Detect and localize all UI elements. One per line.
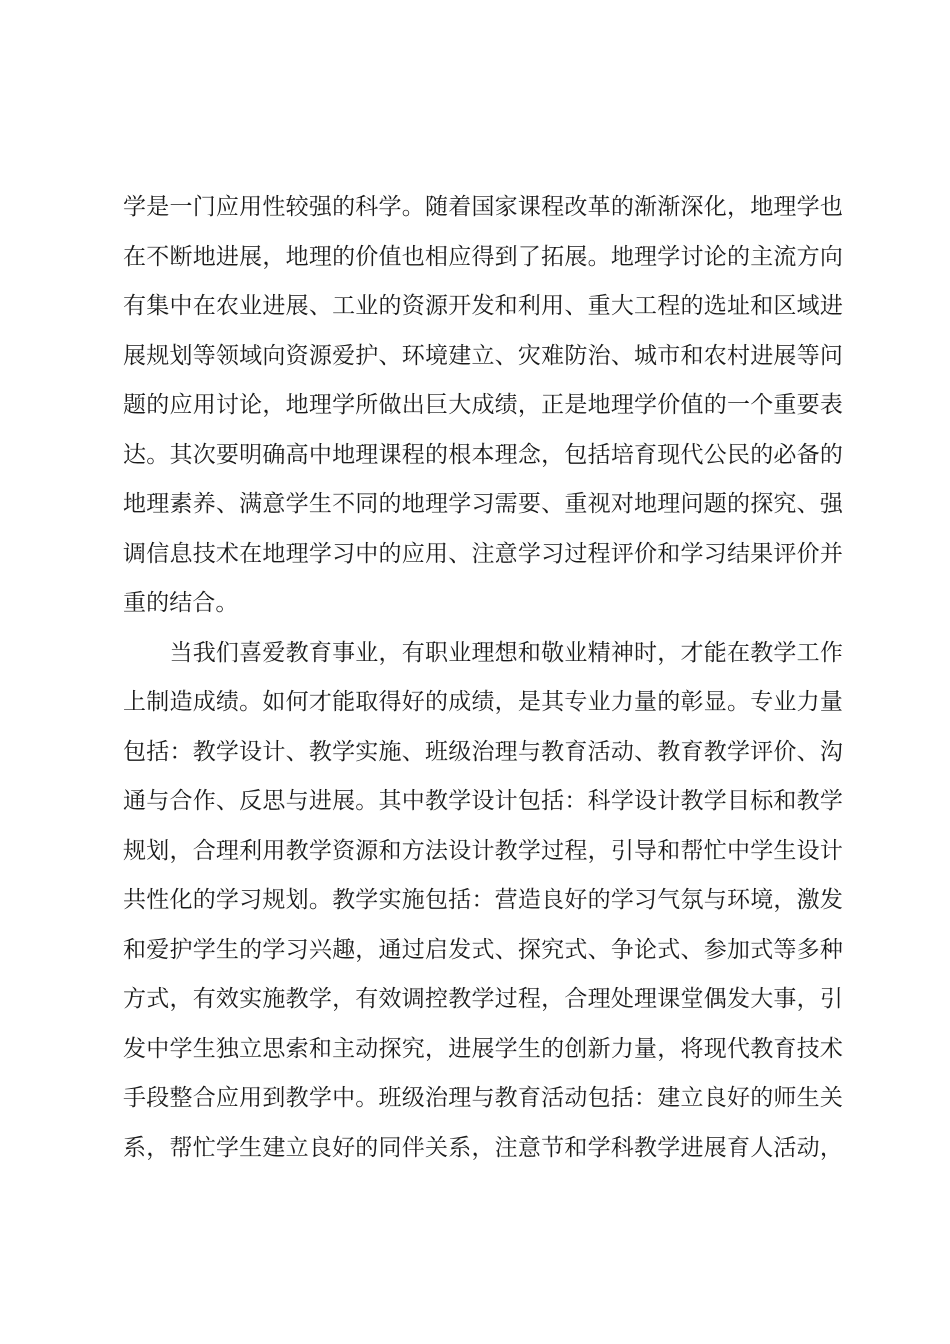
text-line: 调信息技术在地理学习中的应用、注意学习过程评价和学习结果评价并: [123, 540, 843, 567]
paragraph-2: [123, 629, 843, 1174]
text-line: 包括：教学设计、教学实施、班级治理与教育活动、教育教学评价、沟: [123, 738, 843, 765]
paragraph-1: [123, 183, 843, 629]
text-line: 上制造成绩。如何才能取得好的成绩，是其专业力量的彰显。专业力量: [123, 689, 843, 715]
text-line: 和爱护学生的学习兴趣，通过启发式、探究式、争论式、参加式等多种: [123, 936, 843, 963]
text-line: 方式，有效实施教学，有效调控教学过程，合理处理课堂偶发大事，引: [123, 986, 843, 1012]
text-line: 题的应用讨论，地理学所做出巨大成绩，正是地理学价值的一个重要表: [123, 392, 843, 418]
text-line: 共性化的学习规划。教学实施包括：营造良好的学习气氛与环境，激发: [123, 887, 843, 913]
text-line: 系，帮忙学生建立良好的同伴关系，注意节和学科教学进展育人活动，: [123, 1134, 843, 1161]
body-text: [123, 183, 843, 1173]
text-line: 重的结合。: [123, 590, 239, 616]
text-line: 达。其次要明确高中地理课程的根本理念，包括培育现代公民的必备的: [123, 441, 843, 468]
text-line: 当我们喜爱教育事业，有职业理想和敬业精神时，才能在教学工作: [123, 639, 843, 666]
text-line: 有集中在农业进展、工业的资源开发和利用、重大工程的选址和区域进: [123, 293, 843, 319]
text-line: 学是一门应用性较强的科学。随着国家课程改革的渐渐深化，地理学也: [123, 194, 843, 220]
text-line: 展规划等领域向资源爱护、环境建立、灾难防治、城市和农村进展等问: [123, 342, 843, 369]
text-line: 通与合作、反思与进展。其中教学设计包括：科学设计教学目标和教学: [123, 788, 843, 814]
text-line: 在不断地进展，地理的价值也相应得到了拓展。地理学讨论的主流方向: [123, 243, 843, 270]
text-line: 手段整合应用到教学中。班级治理与教育活动包括：建立良好的师生关: [123, 1085, 843, 1111]
text-line: 地理素养、满意学生不同的地理学习需要、重视对地理问题的探究、强: [123, 491, 843, 517]
text-line: 规划，合理利用教学资源和方法设计教学过程，引导和帮忙中学生设计: [123, 837, 843, 864]
text-line: 发中学生独立思索和主动探究，进展学生的创新力量，将现代教育技术: [123, 1035, 843, 1062]
